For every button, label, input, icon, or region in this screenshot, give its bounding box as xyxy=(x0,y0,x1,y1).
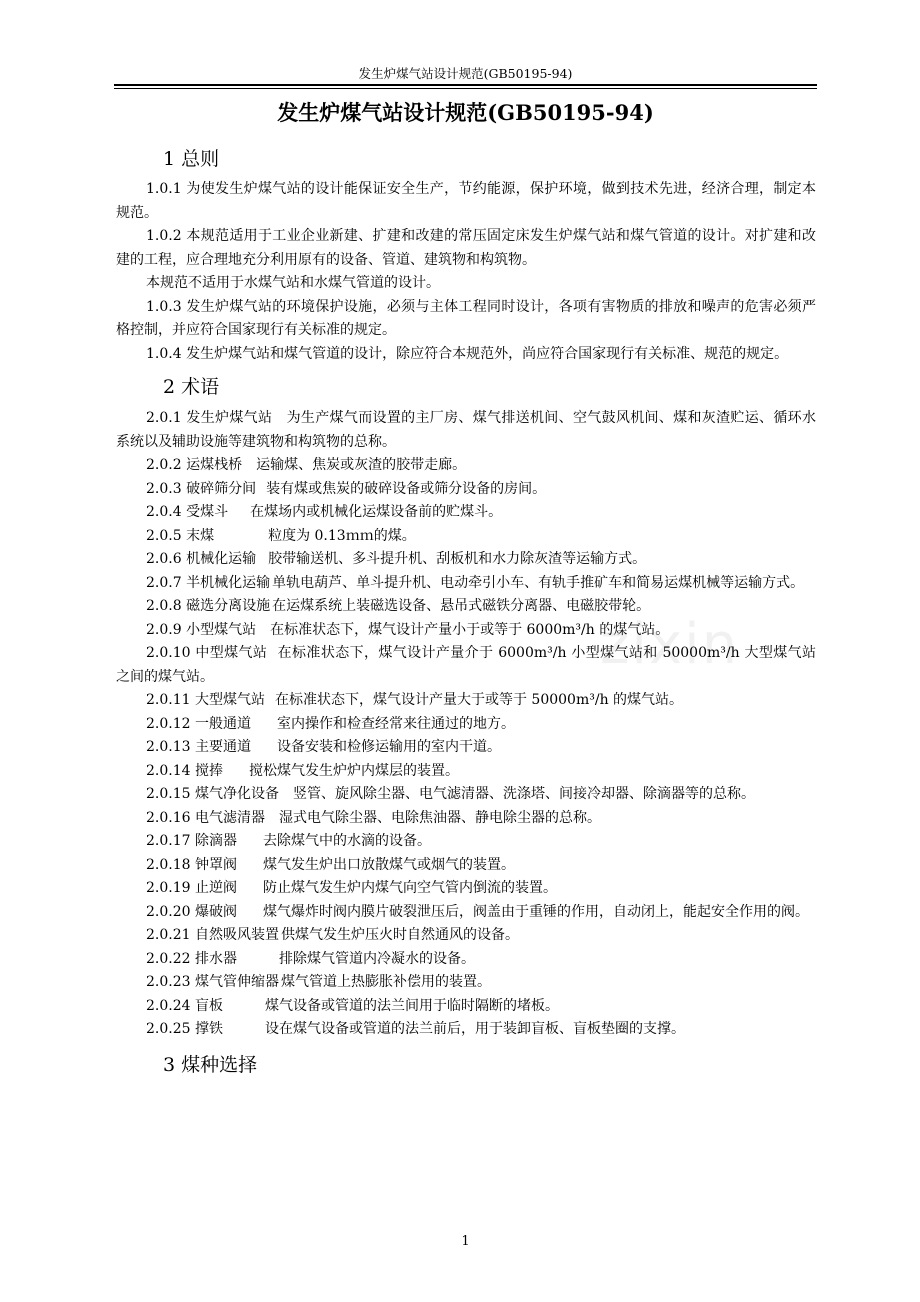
term-entry xyxy=(116,454,816,478)
term-label: 2.0.22 排水器 xyxy=(146,950,237,967)
term-entry xyxy=(116,924,816,948)
running-header: 发生炉煤气站设计规范(GB50195-94) xyxy=(358,66,573,81)
term-definition: 装有煤或焦炭的破碎设备或筛分设备的房间。 xyxy=(266,480,547,497)
term-entry xyxy=(116,995,816,1019)
term-definition: 湿式电气除尘器、电除焦油器、静电除尘器的总称。 xyxy=(278,809,601,826)
term-entry xyxy=(116,525,816,549)
term-entry xyxy=(116,572,816,596)
term-entry xyxy=(116,478,816,502)
paragraph-1-0-3: 1.0.3 发生炉煤气站的环境保护设施，必须与主体工程同时设计，各项有害物质的排放和噪声的危害必须严格控制，并应符合国家现行有关标准的规定。 xyxy=(116,298,816,338)
term-definition: 去除煤气中的水滴的设备。 xyxy=(262,833,431,849)
term-label: 2.0.19 止逆阀 xyxy=(146,880,237,896)
term-label: 2.0.1 发生炉煤气站 xyxy=(146,410,273,426)
section-heading-2: 2 术语 xyxy=(163,376,220,398)
term-definition: 设备安装和检修运输用的室内干道。 xyxy=(276,739,501,755)
watermark: zixin xyxy=(600,612,740,677)
term-label: 2.0.5 末煤 xyxy=(146,527,215,544)
term-entry xyxy=(116,548,816,572)
term-entry xyxy=(116,948,816,972)
term-entry xyxy=(116,901,816,925)
term-definition: 搅松煤气发生炉炉内煤层的装置。 xyxy=(248,762,459,779)
term-label: 2.0.8 磁选分离设施 xyxy=(146,598,271,614)
term-definition: 在标准状态下，煤气设计产量介于 6000m³/h 小型煤气站和 50000m³/h 大型煤气站之间的煤气站。 xyxy=(116,645,816,685)
term-entry xyxy=(116,407,816,454)
header-rule-thin xyxy=(114,88,817,89)
term-label: 2.0.21 自然吸风装置 xyxy=(146,927,279,943)
term-definition: 胶带输送机、多斗提升机、刮板机和水力除灰渣等运输方式。 xyxy=(268,551,647,567)
term-definition: 在运煤系统上装磁选设备、悬吊式磁铁分离器、电磁胶带轮。 xyxy=(272,598,651,614)
term-label: 2.0.16 电气滤清器 xyxy=(146,809,265,826)
term-entry xyxy=(116,736,816,760)
term-definition: 运输煤、焦炭或灰渣的胶带走廊。 xyxy=(256,457,467,473)
term-definition: 单轨电葫芦、单斗提升机、电动牵引小车、有轨手推矿车和简易运煤机械等运输方式。 xyxy=(272,574,805,591)
term-label: 2.0.17 除滴器 xyxy=(146,833,237,849)
term-definition: 煤气爆炸时阀内膜片破裂泄压后，阀盖由于重锤的作用，自动闭上，能起安全作用的阀。 xyxy=(262,903,809,920)
term-entry xyxy=(116,1018,816,1042)
term-label: 2.0.4 受煤斗 xyxy=(146,504,229,520)
term-definition: 在标准状态下，煤气设计产量小于或等于 6000m³/h 的煤气站。 xyxy=(270,621,670,638)
term-entry xyxy=(116,854,816,878)
term-entry xyxy=(116,877,816,901)
term-definition: 供煤气发生炉压火时自然通风的设备。 xyxy=(280,927,519,943)
term-definition: 煤气设备或管道的法兰间用于临时隔断的堵板。 xyxy=(264,997,559,1014)
term-definition: 煤气管道上热膨胀补偿用的装置。 xyxy=(280,974,491,990)
term-definition: 在煤场内或机械化运煤设备前的贮煤斗。 xyxy=(250,504,503,520)
term-definition: 粒度为 0.13ｍｍ的煤。 xyxy=(268,527,416,544)
term-definition: 防止煤气发生炉内煤气向空气管内倒流的装置。 xyxy=(262,880,557,896)
term-definition: 在标准状态下，煤气设计产量大于或等于 50000m³/h 的煤气站。 xyxy=(274,692,684,708)
term-entry xyxy=(116,783,816,807)
term-label: 2.0.18 钟罩阀 xyxy=(146,856,237,873)
term-label: 2.0.20 爆破阀 xyxy=(146,903,237,920)
term-definition: 为生产煤气而设置的主厂房、煤气排送机间、空气鼓风机间、煤和灰渣贮运、循环水系统以及辅助设施等建筑物和构筑物的总称。 xyxy=(116,410,817,450)
term-label: 2.0.14 搅捧 xyxy=(146,762,223,779)
term-entry xyxy=(116,713,816,737)
section-heading-1: 1 总则 xyxy=(163,148,220,170)
term-entry xyxy=(116,760,816,784)
paragraph-1-0-4: 1.0.4 发生炉煤气站和煤气管道的设计，除应符合本规范外，尚应符合国家现行有关标准、规范的规定。 xyxy=(146,345,789,362)
term-label: 2.0.15 煤气净化设备 xyxy=(146,786,279,802)
term-label: 2.0.2 运煤栈桥 xyxy=(146,457,243,473)
paragraph-1-0-2: 1.0.2 本规范适用于工业企业新建、扩建和改建的常压固定床发生炉煤气站和煤气管道的设计。对扩建和改建的工程，应合理地充分利用原有的设备、管道、建筑物和构筑物。 xyxy=(116,228,816,268)
term-definition: 设在煤气设备或管道的法兰前后，用于装卸盲板、盲板垫圈的支撑。 xyxy=(264,1021,685,1037)
term-label: 2.0.25 撑铁 xyxy=(146,1021,223,1037)
term-definition: 室内操作和检查经常来往通过的地方。 xyxy=(276,715,515,732)
term-entry xyxy=(116,619,816,643)
term-definition: 煤气发生炉出口放散煤气或烟气的装置。 xyxy=(262,856,515,873)
header-rule xyxy=(114,84,817,86)
term-definition: 排除煤气管道内冷凝水的设备。 xyxy=(278,950,475,967)
term-label: 2.0.12 一般通道 xyxy=(146,715,251,732)
term-label: 2.0.11 大型煤气站 xyxy=(146,692,265,708)
paragraph-scope-exclusion: 本规范不适用于水煤气站和水煤气管道的设计。 xyxy=(146,275,440,291)
term-entry xyxy=(116,595,816,619)
page-number: 1 xyxy=(461,1234,470,1249)
paragraph-1-0-1: 1.0.1 为使发生炉煤气站的设计能保证安全生产，节约能源，保护环境，做到技术先进，经济合理，制定本规范。 xyxy=(116,181,816,221)
term-entry xyxy=(116,830,816,854)
term-label: 2.0.3 破碎筛分间 xyxy=(146,480,257,497)
term-label: 2.0.23 煤气管伸缩器 xyxy=(146,974,279,990)
term-label: 2.0.9 小型煤气站 xyxy=(146,621,257,638)
section-heading-3: 3 煤种选择 xyxy=(163,1053,258,1076)
term-entry xyxy=(116,689,816,713)
term-entry xyxy=(116,807,816,831)
term-label: 2.0.6 机械化运输 xyxy=(146,551,257,567)
term-definition: 竖管、旋风除尘器、电气滤清器、洗涤塔、间接冷却器、除滴器等的总称。 xyxy=(292,786,755,802)
term-entry xyxy=(116,971,816,995)
term-label: 2.0.7 半机械化运输 xyxy=(146,574,271,591)
term-label: 2.0.10 中型煤气站 xyxy=(146,645,268,661)
term-entry xyxy=(116,642,816,689)
term-entry xyxy=(116,501,816,525)
term-list xyxy=(116,407,816,1042)
term-label: 2.0.24 盲板 xyxy=(146,997,223,1014)
term-label: 2.0.13 主要通道 xyxy=(146,739,251,755)
document-title: 发生炉煤气站设计规范(GB50195-94) xyxy=(277,100,654,125)
document-body xyxy=(116,144,816,1080)
